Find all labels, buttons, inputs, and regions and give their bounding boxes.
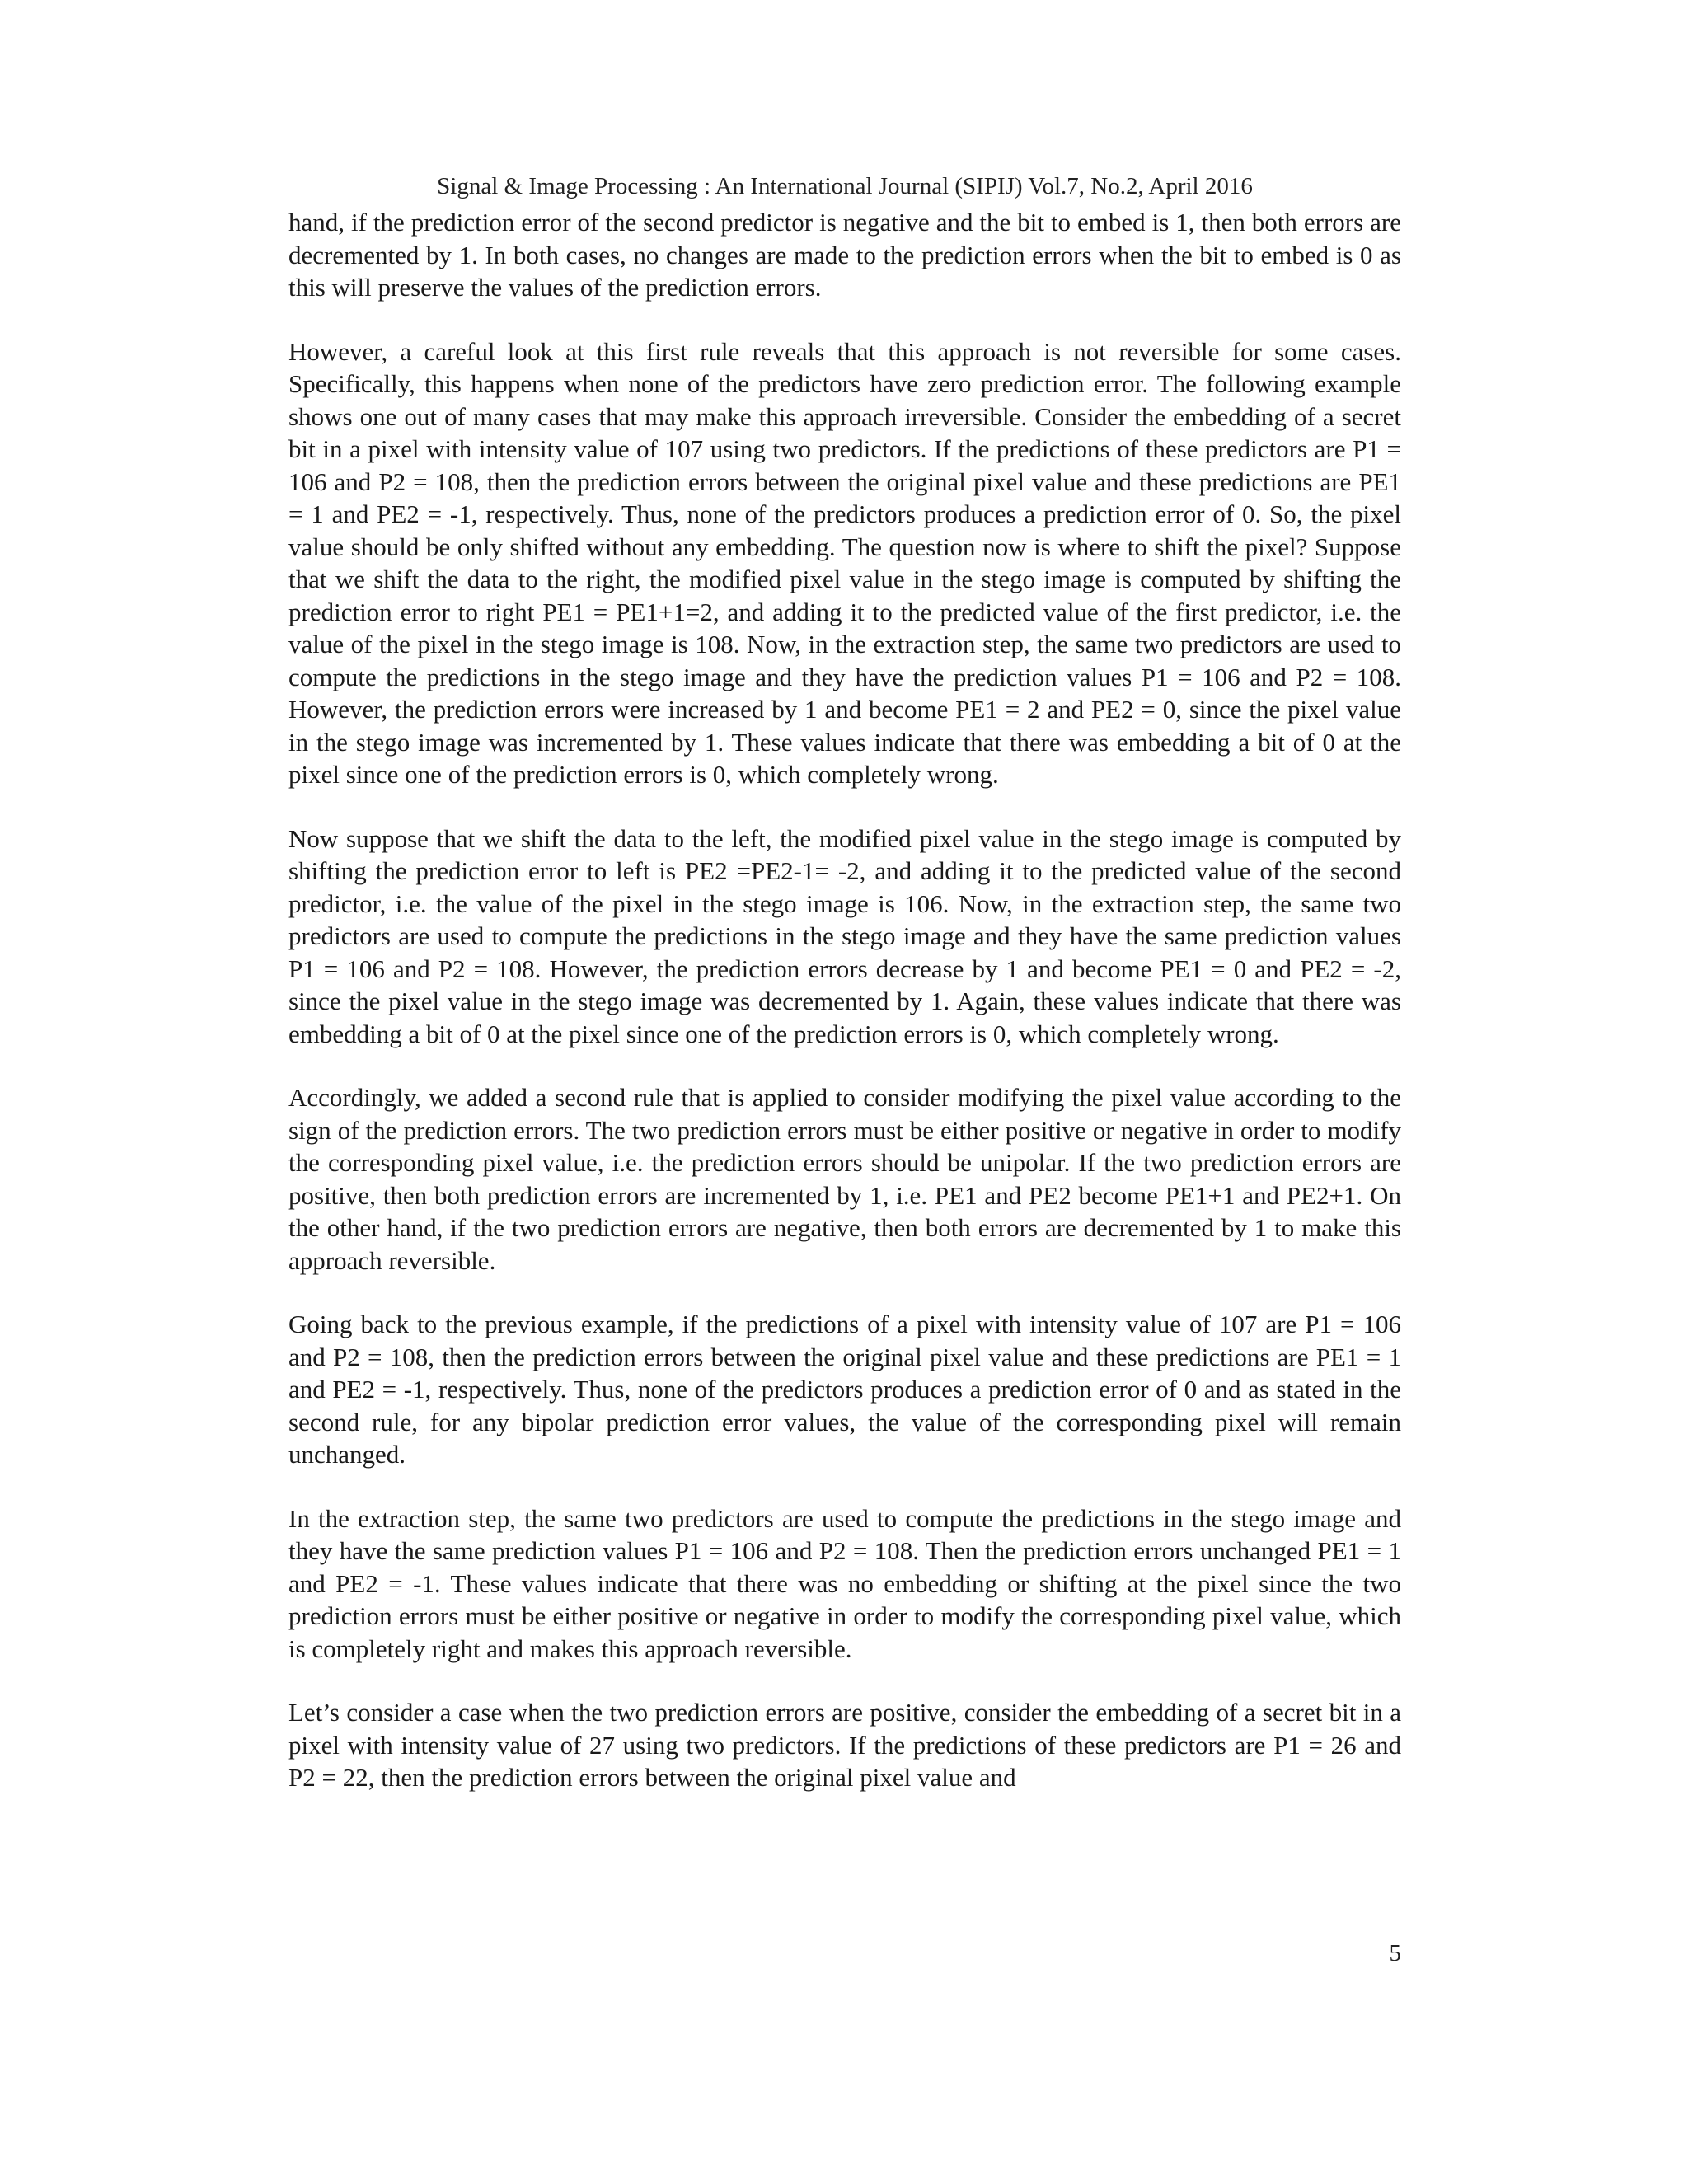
paragraph: Going back to the previous example, if the predictions of a pixel with intensity value of 107 are P1 = 106 and P2 = 108, then the prediction errors between the original pixel value and these predictions are PE1 = 1 and PE2 = -1, respectively. Thus, none of the predictors produces a prediction error of 0 and as stated in the second rule, for any bipolar prediction error values, the value of the corresponding pixel will remain unchanged. [288,1310,1401,1469]
paragraph: Now suppose that we shift the data to the left, the modified pixel value in the stego image is computed by shifting the prediction error to left is PE2 =PE2-1= -2, and adding it to the predicted value of the second predictor, i.e. the value of the pixel in the stego image is 106. Now, in the extraction step, the same two predictors are used to compute the predictions in the stego image and they have the same prediction values P1 = 106 and P2 = 108. However, the prediction errors decrease by 1 and become PE1 = 0 and PE2 = -2, since the pixel value in the stego image was decremented by 1. Again, these values indicate that there was embedding a bit of 0 at the pixel since one of the prediction errors is 0, which completely wrong. [288,823,1401,1048]
running-header: Signal & Image Processing : An International Journal (SIPIJ) Vol.7, No.2, April 2016 [437,173,1253,199]
paragraph: Let’s consider a case when the two prediction errors are positive, consider the embedding of a secret bit in a pixel with intensity value of 27 using two predictors. If the predictions of these predictors are P1 = 26 and P2 = 22, then the prediction errors between the original pixel value and [288,1698,1401,1792]
page-number: 5 [1389,1940,1401,1966]
body-text [288,206,1401,1825]
paragraph: In the extraction step, the same two predictors are used to compute the predictions in the stego image and they have the same prediction values P1 = 106 and P2 = 108. Then the prediction errors unchanged PE1 = 1 and PE2 = -1. These values indicate that there was no embedding or shifting at the pixel since the two prediction errors must be either positive or negative in order to modify the corresponding pixel value, which is completely right and makes this approach reversible. [288,1503,1401,1663]
paragraph: hand, if the prediction error of the second predictor is negative and the bit to embed is 1, then both errors are decremented by 1. In both cases, no changes are made to the prediction errors when the bit to embed is 0 as this will preserve the values of the prediction errors. [288,208,1401,302]
paragraph: However, a careful look at this first rule reveals that this approach is not reversible for some cases. Specifically, this happens when none of the predictors have zero prediction error. The following example shows one out of many cases that may make this approach irreversible. Consider the embedding of a secret bit in a pixel with intensity value of 107 using two predictors. If the predictions of these predictors are P1 = 106 and P2 = 108, then the prediction errors between the original pixel value and these predictions are PE1 = 1 and PE2 = -1, respectively. Thus, none of the predictors produces a prediction error of 0. So, the pixel value should be only shifted without any embedding. The question now is where to shift the pixel? Suppose that we shift the data to the right, the modified pixel value in the stego image is computed by shifting the prediction error to right PE1 = PE1+1=2, and adding it to the predicted value of the first predictor, i.e. the value of the pixel in the stego image is 108. Now, in the extraction step, the same two predictors are used to compute the predictions in the stego image and they have the prediction values P1 = 106 and P2 = 108. However, the prediction errors were increased by 1 and become PE1 = 2 and PE2 = 0, since the pixel value in the stego image was incremented by 1. These values indicate that there was embedding a bit of 0 at the pixel since one of the prediction errors is 0, which completely wrong. [288,336,1401,789]
paragraph: Accordingly, we added a second rule that is applied to consider modifying the pixel value according to the sign of the prediction errors. The two prediction errors must be either positive or negative in order to modify the corresponding pixel value, i.e. the prediction errors should be unipolar. If the two prediction errors are positive, then both prediction errors are incremented by 1, i.e. PE1 and PE2 become PE1+1 and PE2+1. On the other hand, if the two prediction errors are negative, then both errors are decremented by 1 to make this approach reversible. [288,1083,1401,1275]
